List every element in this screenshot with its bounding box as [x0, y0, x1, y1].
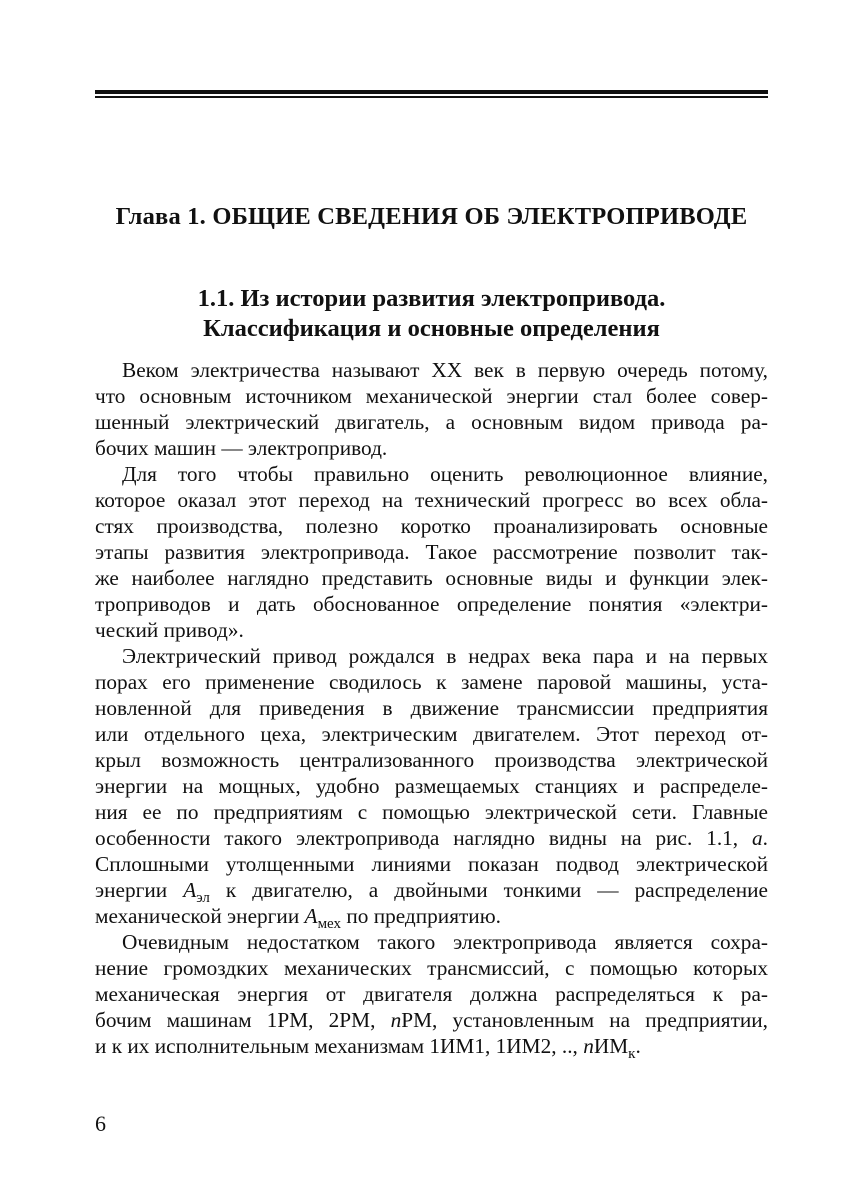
- italic-text: A: [304, 904, 318, 928]
- text-line: [95, 565, 768, 591]
- section-title: [95, 284, 768, 344]
- header-rule-thick: [95, 90, 768, 94]
- text-segment: стях производства, полезно коротко проанализировать основные: [95, 514, 768, 538]
- text-segment: механическая энергия от двигателя должна распределяться к ра-: [95, 982, 768, 1006]
- italic-text: а: [752, 826, 763, 850]
- text-segment: что основным источником механической энергии стал более совер-: [95, 384, 768, 408]
- text-line: [95, 877, 768, 906]
- text-segment: ния ее по предприятиям с помощью электрической сети. Главные: [95, 800, 768, 824]
- paragraph: [95, 643, 768, 932]
- section-title-line: 1.1. Из истории развития электропривода.: [197, 285, 666, 312]
- paragraph: [95, 461, 768, 643]
- text-segment: крыл возможность централизованного производства электрической: [95, 748, 768, 772]
- paragraph: [95, 929, 768, 1062]
- text-segment: ИМ: [593, 1034, 629, 1058]
- paragraph: [95, 357, 768, 461]
- text-segment: .: [635, 1034, 641, 1058]
- text-line: [95, 981, 768, 1007]
- text-line: [95, 1007, 768, 1033]
- text-line: [95, 435, 768, 461]
- text-line: [95, 851, 768, 877]
- subscript: эл: [196, 890, 210, 906]
- text-line: [95, 539, 768, 565]
- text-line: [95, 513, 768, 539]
- text-segment: особенности такого электропривода наглядно видны на рис. 1.1,: [95, 826, 753, 850]
- text-line: [95, 669, 768, 695]
- text-segment: или отдельного цеха, электрическим двигателем. Этот переход от-: [95, 722, 768, 746]
- text-segment: .: [762, 826, 768, 850]
- italic-text: n: [583, 1034, 594, 1058]
- text-segment: к двигателю, а двойными тонкими — распределение: [209, 878, 768, 902]
- text-line: [95, 695, 768, 721]
- text-segment: РМ, установленным на предприятии,: [401, 1008, 768, 1032]
- text-line: [95, 1033, 768, 1062]
- text-segment: Сплошными утолщенными линиями показан подвод электрической: [95, 852, 768, 876]
- text-line: [95, 721, 768, 747]
- text-segment: бочим машинам 1РМ, 2РМ,: [95, 1008, 391, 1032]
- text-segment: порах его применение сводилось к замене паровой машины, уста-: [95, 670, 768, 694]
- text-line: [95, 643, 768, 669]
- text-line: [95, 461, 768, 487]
- body-text: [95, 357, 768, 1062]
- text-segment: же наиболее наглядно представить основные виды и функции элек-: [95, 566, 768, 590]
- text-line: [95, 383, 768, 409]
- subscript: мех: [317, 916, 342, 932]
- text-line: [95, 799, 768, 825]
- text-line: [95, 825, 768, 851]
- subscript: к: [628, 1046, 636, 1062]
- text-line: [95, 903, 768, 932]
- text-segment: бочих машин — электропривод.: [95, 436, 388, 460]
- text-segment: шенный электрический двигатель, а основным видом привода ра-: [95, 410, 768, 434]
- text-segment: ческий привод».: [95, 618, 244, 642]
- text-line: [95, 409, 768, 435]
- text-line: [95, 591, 768, 617]
- text-segment: Веком электричества называют XX век в первую очередь потому,: [122, 358, 768, 382]
- header-rule-thin: [95, 96, 768, 98]
- text-segment: этапы развития электропривода. Такое рассмотрение позволит так-: [95, 540, 768, 564]
- italic-text: A: [183, 878, 197, 902]
- italic-text: n: [390, 1008, 402, 1032]
- text-line: [95, 357, 768, 383]
- text-segment: нение громоздких механических трансмиссий, с помощью которых: [95, 956, 768, 980]
- text-segment: новленной для приведения в движение трансмиссии предприятия: [95, 696, 768, 720]
- page-number: 6: [95, 1111, 106, 1136]
- chapter-title: Глава 1. ОБЩИЕ СВЕДЕНИЯ ОБ ЭЛЕКТРОПРИВОДЕ: [115, 203, 748, 230]
- text-line: [95, 617, 768, 643]
- text-segment: механической энергии: [95, 904, 305, 928]
- text-segment: Очевидным недостатком такого электропривода является сохра-: [122, 930, 768, 954]
- text-segment: Электрический привод рождался в недрах века пара и на первых: [122, 644, 768, 668]
- text-segment: по предприятию.: [341, 904, 501, 928]
- text-line: [95, 487, 768, 513]
- text-segment: энергии на мощных, удобно размещаемых станциях и распределе-: [95, 774, 768, 798]
- section-title-line: Классификация и основные определения: [203, 315, 660, 342]
- text-segment: которое оказал этот переход на технический прогресс во всех обла-: [95, 488, 768, 512]
- text-line: [95, 747, 768, 773]
- text-segment: Для того чтобы правильно оценить революционное влияние,: [122, 462, 768, 486]
- text-line: [95, 773, 768, 799]
- text-segment: и к их исполнительным механизмам 1ИМ1, 1ИМ2, ..,: [95, 1034, 584, 1058]
- text-line: [95, 929, 768, 955]
- text-line: [95, 955, 768, 981]
- text-segment: троприводов и дать обоснованное определение понятия «электри-: [95, 592, 768, 616]
- text-segment: энергии: [95, 878, 184, 902]
